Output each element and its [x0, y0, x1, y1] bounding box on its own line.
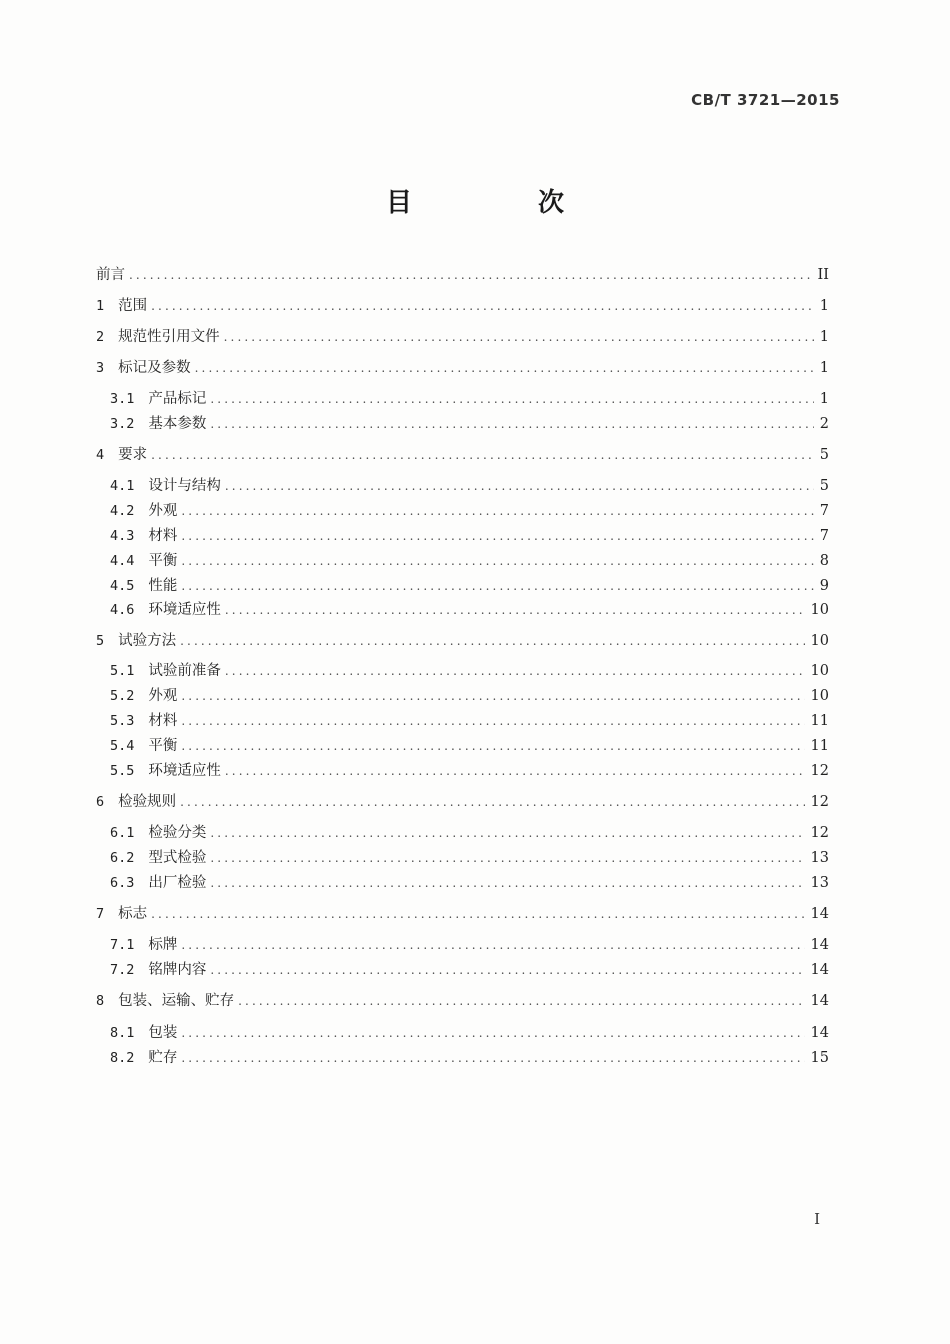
- toc-entry: [96, 903, 829, 925]
- toc-entry: [110, 575, 829, 597]
- toc-entry-page: 12: [810, 794, 829, 810]
- toc-entry-label: 环境适应性: [148, 763, 221, 779]
- dot-leader: [181, 685, 804, 707]
- toc-entry-number: 5: [96, 633, 105, 649]
- toc-entry-label: 环境适应性: [148, 602, 221, 618]
- dot-leader: [210, 822, 804, 844]
- toc-entry-label: 范围: [118, 298, 148, 314]
- toc-entry-number: 4.3: [110, 528, 135, 544]
- toc-entry-label: 标记及参数: [118, 360, 191, 376]
- dot-leader: [181, 500, 813, 522]
- page-number: I: [814, 1210, 820, 1228]
- toc-entry-page: 1: [819, 329, 829, 345]
- toc-entry-number: 5.4: [110, 738, 135, 754]
- toc-entry-label: 包装: [148, 1025, 178, 1041]
- dot-leader: [238, 990, 804, 1012]
- dot-leader: [180, 791, 804, 813]
- dot-leader: [151, 295, 814, 317]
- toc-entry-label: 设计与结构: [148, 478, 221, 494]
- toc-entry-page: 5: [819, 447, 829, 463]
- toc-entry-number: 6.2: [110, 850, 135, 866]
- toc-entry-page: 2: [819, 416, 829, 432]
- toc-entry-number: 4.5: [110, 578, 135, 594]
- toc-entry: [96, 990, 829, 1012]
- toc-entry-page: 14: [810, 993, 829, 1009]
- toc-entry-page: 11: [810, 713, 829, 729]
- toc-entry-page: 14: [810, 937, 829, 953]
- toc-entry-page: 1: [819, 391, 829, 407]
- dot-leader: [225, 599, 805, 621]
- toc-entry-page: 13: [810, 850, 829, 866]
- toc-entry-label: 检验分类: [148, 825, 207, 841]
- toc-entry-label: 铭牌内容: [148, 962, 207, 978]
- toc-entry: [110, 388, 829, 410]
- toc-entry-page: 12: [810, 763, 829, 779]
- dot-leader: [151, 903, 804, 925]
- dot-leader: [181, 1047, 804, 1069]
- toc-entry-page: 1: [819, 298, 829, 314]
- toc-entry: [110, 1022, 829, 1044]
- toc-entry: [110, 475, 829, 497]
- dot-leader: [181, 710, 804, 732]
- toc-entry-label: 贮存: [148, 1050, 178, 1066]
- toc-entry-number: 4.6: [110, 602, 135, 618]
- toc-entry-number: 4.2: [110, 503, 135, 519]
- toc-entry-number: 5.1: [110, 663, 135, 679]
- toc-entry-number: 6: [96, 794, 105, 810]
- toc-entry-page: 10: [810, 688, 829, 704]
- toc-entry-number: 1: [96, 298, 105, 314]
- toc-entry-number: 4: [96, 447, 105, 463]
- toc-entry: [110, 872, 829, 894]
- dot-leader: [180, 630, 804, 652]
- toc-entry-label: 标志: [118, 906, 148, 922]
- toc-entry-number: 6.3: [110, 875, 135, 891]
- dot-leader: [181, 550, 813, 572]
- toc-entry-page: 10: [810, 663, 829, 679]
- toc-entry-page: 7: [819, 528, 829, 544]
- toc-entry-label: 要求: [118, 447, 148, 463]
- toc-entry: [110, 660, 829, 682]
- toc-entry-page: 14: [810, 906, 829, 922]
- toc-entry-number: 6.1: [110, 825, 135, 841]
- toc-entry: [110, 599, 829, 621]
- toc-entry-number: 7: [96, 906, 105, 922]
- toc-entry-number: 4.1: [110, 478, 135, 494]
- toc-entry: [110, 500, 829, 522]
- toc-entry-label: 型式检验: [148, 850, 207, 866]
- toc-entry: [96, 357, 829, 379]
- toc-entry-label: 平衡: [148, 553, 178, 569]
- toc-entry: [110, 525, 829, 547]
- toc-entry-page: 14: [810, 1025, 829, 1041]
- toc-entry-label: 外观: [148, 688, 178, 704]
- dot-leader: [181, 1022, 804, 1044]
- toc-entry: [110, 735, 829, 757]
- standard-code: CB/T 3721—2015: [691, 91, 840, 109]
- dot-leader: [181, 575, 813, 597]
- dot-leader: [181, 934, 804, 956]
- toc-entry: [110, 413, 829, 435]
- toc-entry: [110, 760, 829, 782]
- toc-entry-number: 4.4: [110, 553, 135, 569]
- toc-entry-label: 试验前准备: [148, 663, 221, 679]
- toc-entry-number: 5.5: [110, 763, 135, 779]
- dot-leader: [225, 760, 805, 782]
- toc-entry-page: 10: [810, 633, 829, 649]
- toc-entry-page: 11: [810, 738, 829, 754]
- dot-leader: [195, 357, 814, 379]
- toc-entry-page: 12: [810, 825, 829, 841]
- toc-entry-number: 5.2: [110, 688, 135, 704]
- dot-leader: [210, 413, 813, 435]
- dot-leader: [210, 388, 813, 410]
- toc-entry-number: 8: [96, 993, 105, 1009]
- toc-title: 目 次: [385, 188, 614, 218]
- toc-entry-label: 规范性引用文件: [118, 329, 220, 345]
- toc-entry-label: 材料: [148, 713, 178, 729]
- toc-entry: [96, 630, 829, 652]
- toc-entry-label: 前言: [96, 267, 125, 283]
- toc-entry-page: 15: [810, 1050, 829, 1066]
- toc-entry-label: 外观: [148, 503, 178, 519]
- toc-entry: [110, 1047, 829, 1069]
- toc-entry-label: 试验方法: [118, 633, 177, 649]
- toc-entry: [96, 264, 829, 286]
- toc-entry: [96, 444, 829, 466]
- toc-entry: [96, 295, 829, 317]
- toc-entry-label: 检验规则: [118, 794, 177, 810]
- dot-leader: [225, 475, 814, 497]
- toc-entry-number: 8.2: [110, 1050, 135, 1066]
- toc-entry-page: 7: [819, 503, 829, 519]
- toc-entry-number: 3: [96, 360, 105, 376]
- toc-entry-page: 14: [810, 962, 829, 978]
- dot-leader: [181, 525, 813, 547]
- toc-entry-number: 2: [96, 329, 105, 345]
- toc-entry: [96, 791, 829, 813]
- toc-entry-number: 3.2: [110, 416, 135, 432]
- dot-leader: [151, 444, 814, 466]
- toc-entry-page: 8: [819, 553, 829, 569]
- toc-entry-number: 7.2: [110, 962, 135, 978]
- toc-entry-label: 出厂检验: [148, 875, 207, 891]
- toc-entry-page: 13: [810, 875, 829, 891]
- toc-entry-label: 材料: [148, 528, 178, 544]
- toc-entry-number: 3.1: [110, 391, 135, 407]
- toc-entry: [110, 959, 829, 981]
- toc-entry-number: 5.3: [110, 713, 135, 729]
- toc-entry-label: 基本参数: [148, 416, 207, 432]
- dot-leader: [225, 660, 805, 682]
- toc-entry-label: 产品标记: [148, 391, 207, 407]
- toc-entry-label: 性能: [148, 578, 178, 594]
- toc-entry-page: 10: [810, 602, 829, 618]
- toc-entry: [110, 550, 829, 572]
- dot-leader: [129, 264, 812, 286]
- toc-entry-label: 平衡: [148, 738, 178, 754]
- toc-entry-number: 8.1: [110, 1025, 135, 1041]
- toc-entry-page: 1: [819, 360, 829, 376]
- dot-leader: [181, 735, 804, 757]
- toc-entry: [110, 822, 829, 844]
- toc-entry: [110, 934, 829, 956]
- dot-leader: [224, 326, 814, 348]
- toc-entry-page: II: [817, 267, 829, 283]
- toc-entry: [110, 710, 829, 732]
- dot-leader: [210, 847, 804, 869]
- toc-entry-page: 9: [819, 578, 829, 594]
- toc-entry: [110, 685, 829, 707]
- toc-entry: [96, 326, 829, 348]
- dot-leader: [210, 872, 804, 894]
- toc-entry-label: 标牌: [148, 937, 178, 953]
- toc-entry: [110, 847, 829, 869]
- dot-leader: [210, 959, 804, 981]
- toc-entry-label: 包装、运输、贮存: [118, 993, 235, 1009]
- toc-entry-page: 5: [819, 478, 829, 494]
- toc-entry-number: 7.1: [110, 937, 135, 953]
